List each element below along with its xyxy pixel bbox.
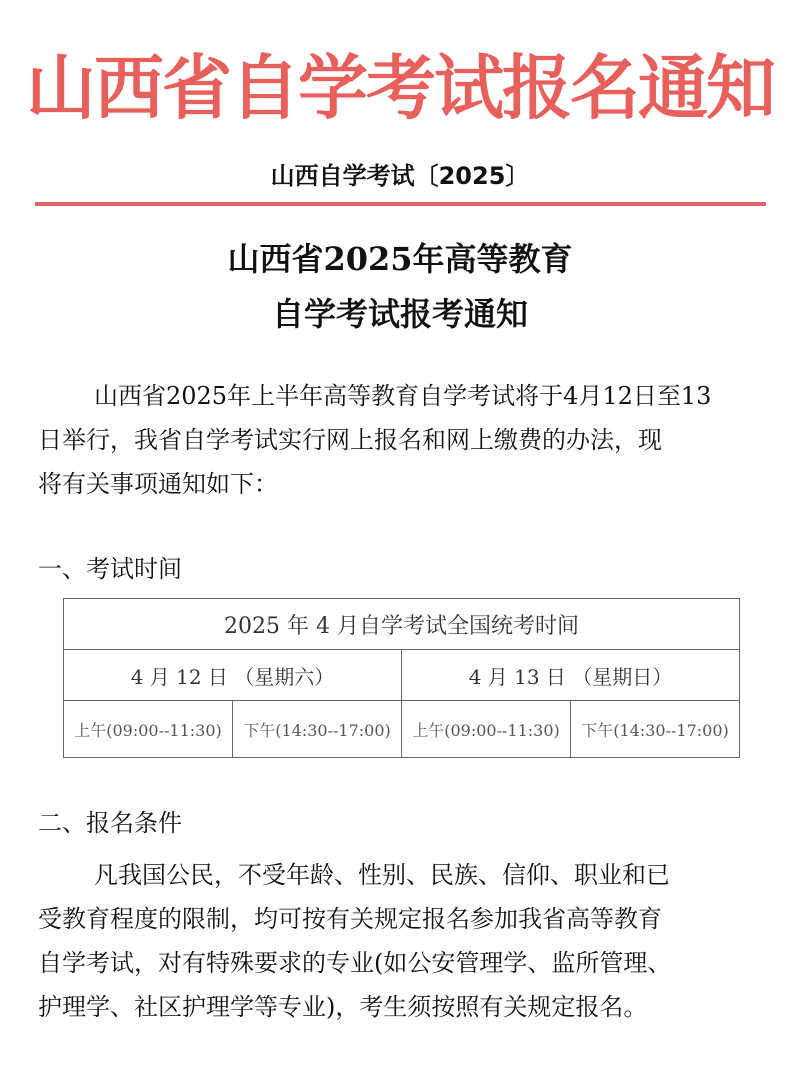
intro-line-3: 将有关事项通知如下： [38,470,278,498]
schedule-table-title: 2025 年 4 月自学考试全国统考时间 [64,599,740,650]
intro-line-1: 山西省2025年上半年高等教育自学考试将于4月12日至13 [94,382,712,410]
document-title-line2: 自学考试报考通知 [271,295,528,333]
eligibility-line-1: 凡我国公民，不受年龄、性别、民族、信仰、职业和已 [94,861,670,889]
exam-schedule-table [63,598,740,758]
eligibility-paragraph [38,853,768,1029]
eligibility-line-3: 自学考试，对有特殊要求的专业(如公安管理学、监所管理、 [38,949,672,977]
eligibility-line-2: 受教育程度的限制，均可按有关规定报名参加我省高等教育 [38,905,662,933]
schedule-day-2-afternoon: 下午(14:30--17:00) [571,701,740,758]
red-divider [35,202,766,206]
banner-title: 山西省自学考试报名通知 [26,47,774,129]
schedule-day-1-date: 4 月 12 日 （星期六） [64,650,402,701]
schedule-day-1-morning: 上午(09:00--11:30) [64,701,233,758]
schedule-day-2-morning: 上午(09:00--11:30) [402,701,571,758]
intro-paragraph [38,374,768,506]
schedule-day-2-date: 4 月 13 日 （星期日） [402,650,740,701]
section-heading-eligibility: 二、报名条件 [38,809,182,837]
section-heading-exam-time: 一、考试时间 [38,555,182,583]
issuer-label: 山西自学考试〔2025〕 [270,162,530,190]
eligibility-line-4: 护理学、社区护理学等专业)，考生须按照有关规定报名。 [38,993,648,1021]
intro-line-2: 日举行，我省自学考试实行网上报名和网上缴费的办法，现 [38,426,662,454]
schedule-day-1-afternoon: 下午(14:30--17:00) [233,701,402,758]
document-title-line1: 山西省2025年高等教育 [227,240,573,278]
